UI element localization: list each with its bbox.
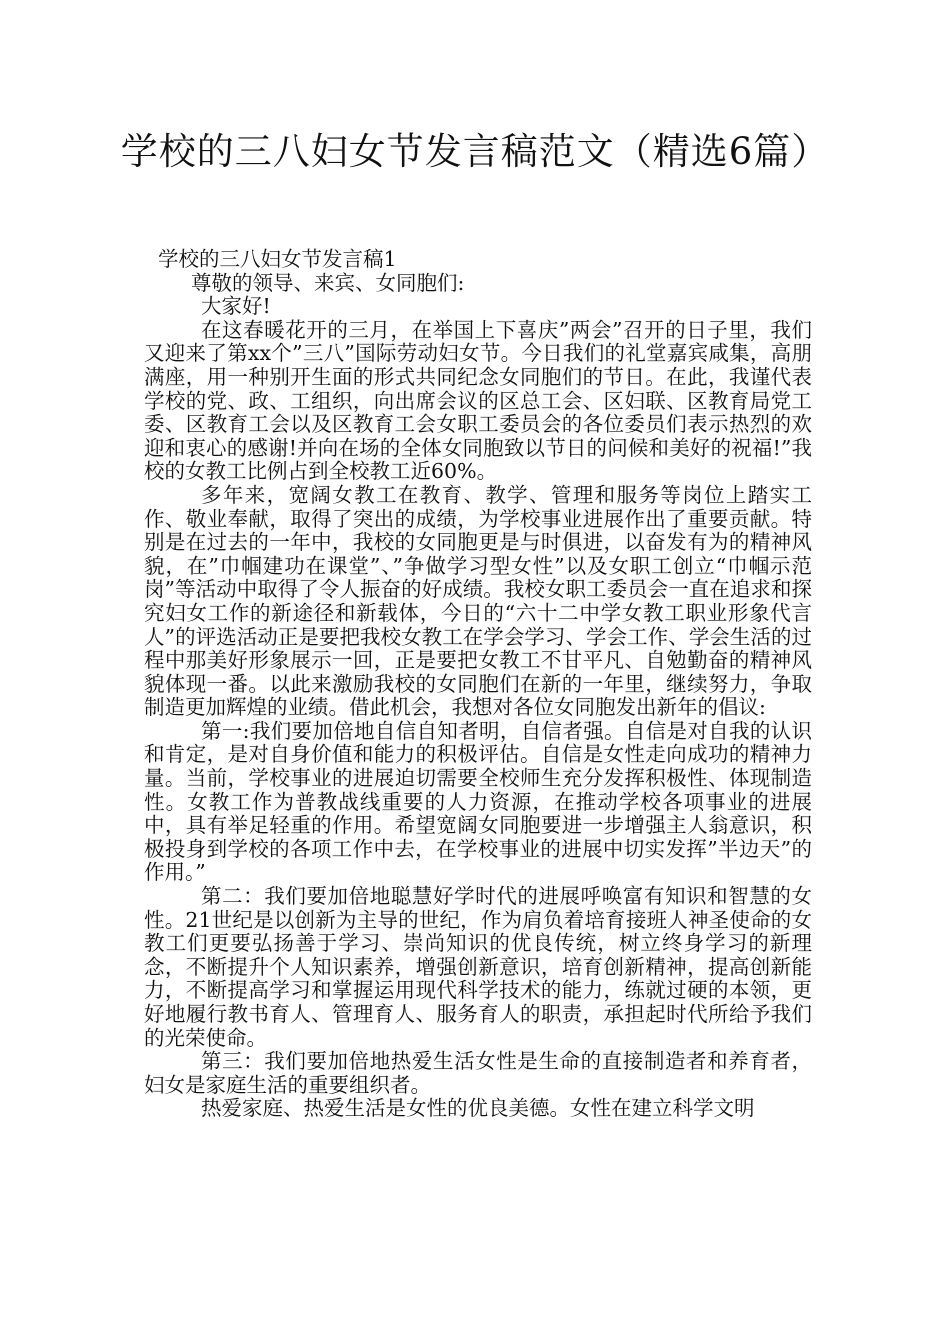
paragraph-2: 多年来，宽阔女教工在教育、教学、管理和服务等岗位上踏实工作、敬业奉献，取得了突出的成绩，为学校事业进展作出了重要贡献。特别是在过去的一年中，我校的女同胞更是与时俱进，以奋发有为的精神风貌，在”巾帼建功在课堂”、”争做学习型女性”以及女职工创立“巾帼示范岗”等活动中取得了令人振奋的好成绩。我校女职工委员会一直在追求和探究妇女工作的新途径和新载体，今日的“六十二中学女教工职业形象代言人”的评选活动正是要把我校女教工在学会学习、学会工作、学会生活的过程中那美好形象展示一回，正是要把女教工不甘平凡、自勉勤奋的精神风貌体现一番。以此来激励我校的女同胞们在新的一年里，继续努力，争取制造更加辉煌的业绩。借此机会，我想对各位女同胞发出新年的倡议: — [144, 482, 812, 720]
paragraph-5: 第三：我们要加倍地热爱生活女性是生命的直接制造者和养育者，妇女是家庭生活的重要组织者。 — [144, 1049, 812, 1097]
section-heading: 学校的三八妇女节发言稿1 — [158, 247, 397, 271]
document-body — [144, 248, 812, 1121]
paragraph-6: 热爱家庭、热爱生活是女性的优良美德。女性在建立科学文明 — [201, 1096, 755, 1121]
salutation: 尊敬的领导、来宾、女同胞们: — [191, 270, 465, 295]
greeting: 大家好! — [201, 294, 271, 319]
document-title: 学校的三八妇女节发言稿范文（精选6篇） — [120, 130, 830, 173]
paragraph-4: 第二：我们要加倍地聪慧好学时代的进展呼唤富有知识和智慧的女性。21世纪是以创新为主导的世纪，作为肩负着培育接班人神圣使命的女教工们更要弘扬善于学习、崇尚知识的优良传统，树立终身学习的新理念，不断提升个人知识素养，增强创新意识，培育创新精神，提高创新能力，不断提高学习和掌握运用现代科学技术的能力，练就过硬的本领，更好地履行教书育人、管理育人、服务育人的职责，承担起时代所给予我们的光荣使命。 — [144, 884, 812, 1050]
paragraph-3: 第一:我们要加倍地自信自知者明，自信者强。自信是对自我的认识和肯定，是对自身价值和能力的积极评估。自信是女性走向成功的精神力量。当前，学校事业的进展迫切需要全校师生充分发挥积极性、体现制造性。女教工作为普教战线重要的人力资源，在推动学校各项事业的进展中，具有举足轻重的作用。希望宽阔女同胞要进一步增强主人翁意识，积极投身到学校的各项工作中去，在学校事业的进展中切实发挥”半边天”的作用。” — [144, 718, 812, 885]
paragraph-1: 在这春暖花开的三月，在举国上下喜庆”两会”召开的日子里，我们又迎来了第xx个”三八”国际劳动妇女节。今日我们的礼堂嘉宾咸集，高朋满座，用一种别开生面的形式共同纪念女同胞们的节日。在此，我谨代表学校的党、政、工组织，向出席会议的区总工会、区妇联、区教育局党工委、区教育工会以及区教育工会女职工委员会的各位委员们表示热烈的欢迎和衷心的感谢!并向在场的全体女同胞致以节日的问候和美好的祝福!”我校的女教工比例占到全校教工近60%。 — [144, 317, 812, 484]
